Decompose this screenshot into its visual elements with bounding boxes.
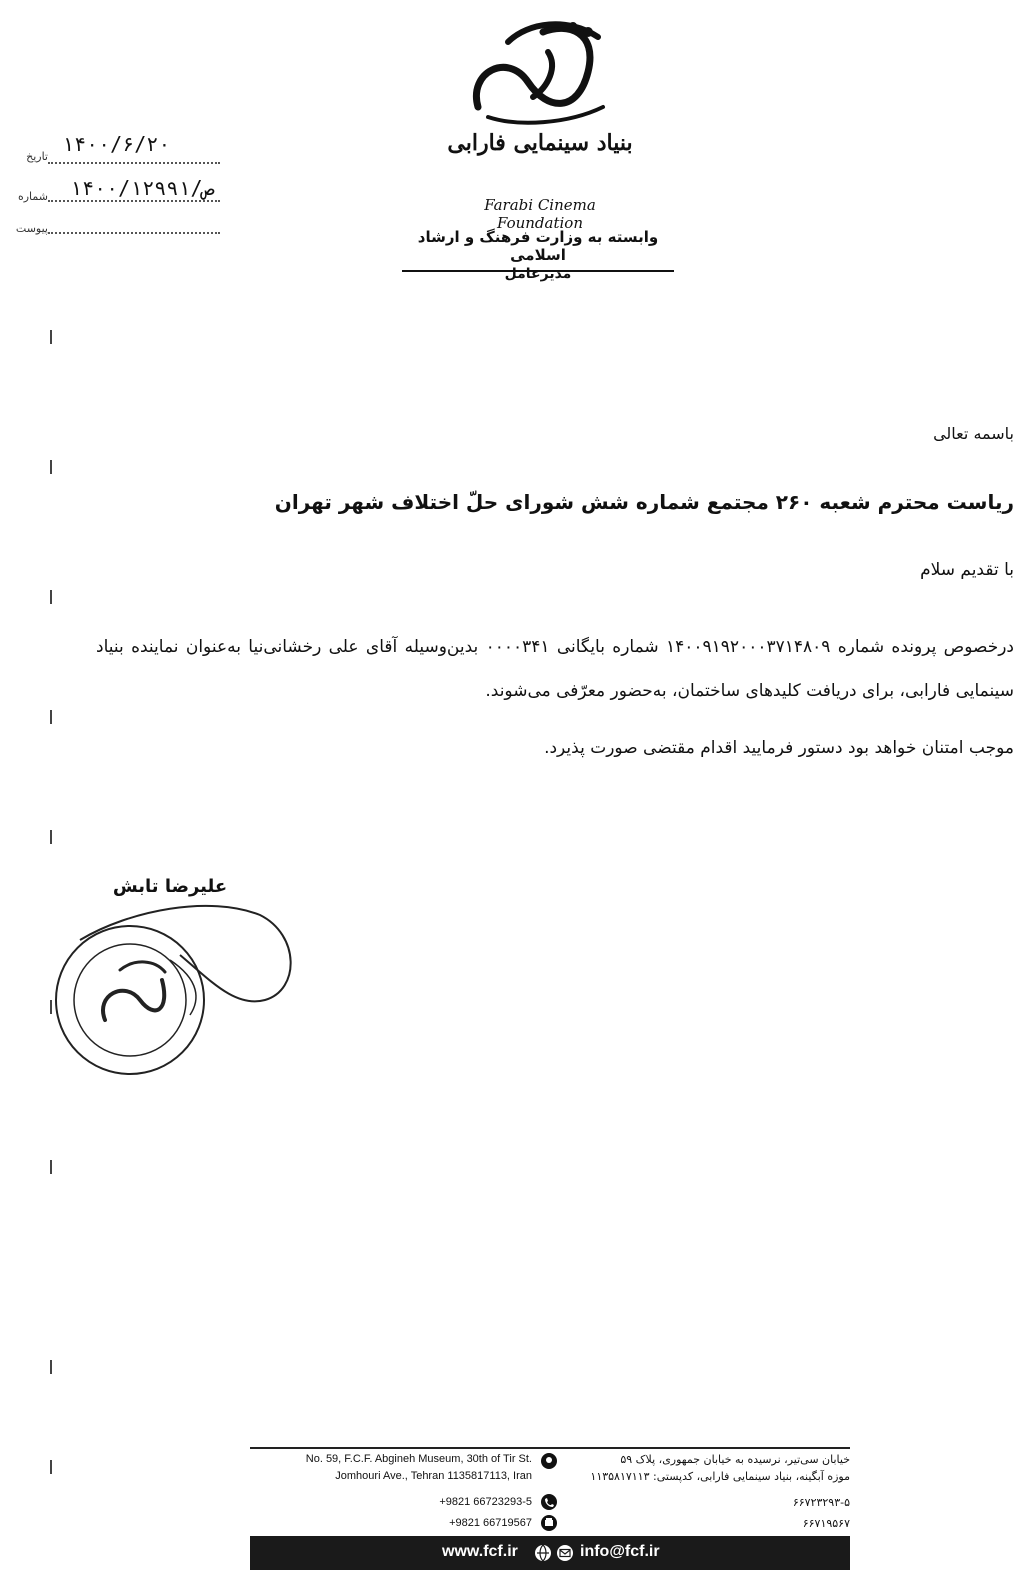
fax-fa: ۶۶۷۱۹۵۶۷ [802, 1517, 850, 1530]
office-title: مدیرعامل [504, 266, 572, 282]
phone-icon [538, 1493, 560, 1511]
address-en-line2: Jomhouri Ave., Tehran 1135817113, Iran [335, 1470, 532, 1482]
date-line [48, 162, 220, 164]
logo-title-en: Farabi Cinema Foundation [484, 196, 596, 232]
footer-divider [250, 1447, 850, 1449]
number-label: شماره [17, 190, 48, 203]
attachment-label: پیوست [15, 222, 48, 235]
farabi-logo-icon [448, 12, 628, 132]
address-fa-line2: موزه آبگینه، بنیاد سینمایی فارابی، کدپستی: ۱۱۳۵۸۱۷۱۱۳ [590, 1470, 850, 1483]
official-stamp-icon [50, 900, 310, 1080]
date-label: تاریخ [26, 150, 48, 163]
date-value: ۱۴۰۰/۶/۲۰ [62, 132, 171, 156]
addressee: ریاست محترم شعبه ۲۶۰ مجتمع شماره شش شورای حلّ اختلاف شهر تهران [274, 490, 1014, 514]
body-paragraph: درخصوص پرونده شماره ۱۴۰۰۹۱۹۲۰۰۰۳۷۱۴۸۰۹ شماره بایگانی ۰۰۰۰۳۴۱ بدین‌وسیله آقای علی رخشانی‌نیا به‌عنوان نماینده بنیاد سینمایی فارابی، برای دریافت کلیدهای ساختمان، به‌حضور معرّفی می‌شوند. [96, 637, 1015, 701]
signer-name: علیرضا تابش [112, 876, 228, 897]
email-link[interactable]: info@fcf.ir [580, 1543, 660, 1560]
logo-title: بنیاد سینمایی فارابی [447, 130, 633, 156]
phone-en: +9821 66723293-5 [439, 1496, 532, 1508]
location-pin-icon [538, 1452, 560, 1470]
closing-line: موجب امتنان خواهد بود دستور فرمایید اقدام مقتضی صورت پذیرد. [544, 738, 1014, 758]
email-icon [556, 1544, 574, 1562]
contact-bar [250, 1536, 850, 1570]
fax-icon [538, 1514, 560, 1532]
globe-icon [534, 1544, 552, 1562]
number-line [48, 200, 220, 202]
number-value: ۱۴۰۰/ص/۱۲۹۹۱ [70, 176, 215, 200]
attachment-line [48, 232, 220, 234]
greeting: با تقدیم سلام [920, 560, 1014, 580]
ministry-affiliation: وابسته به وزارت فرهنگ و ارشاد اسلامی [402, 228, 674, 272]
phone-fa: ۶۶۷۲۳۲۹۳-۵ [792, 1496, 850, 1509]
address-fa-line1: خیابان سی‌تیر، نرسیده به خیابان جمهوری، پلاک ۵۹ [620, 1453, 850, 1466]
invocation: باسمه تعالی [933, 424, 1014, 443]
address-en-line1: No. 59, F.C.F. Abgineh Museum, 30th of Tir St. [305, 1453, 532, 1465]
website-link[interactable]: www.fcf.ir [442, 1543, 518, 1560]
fax-en: +9821 66719567 [449, 1517, 532, 1529]
